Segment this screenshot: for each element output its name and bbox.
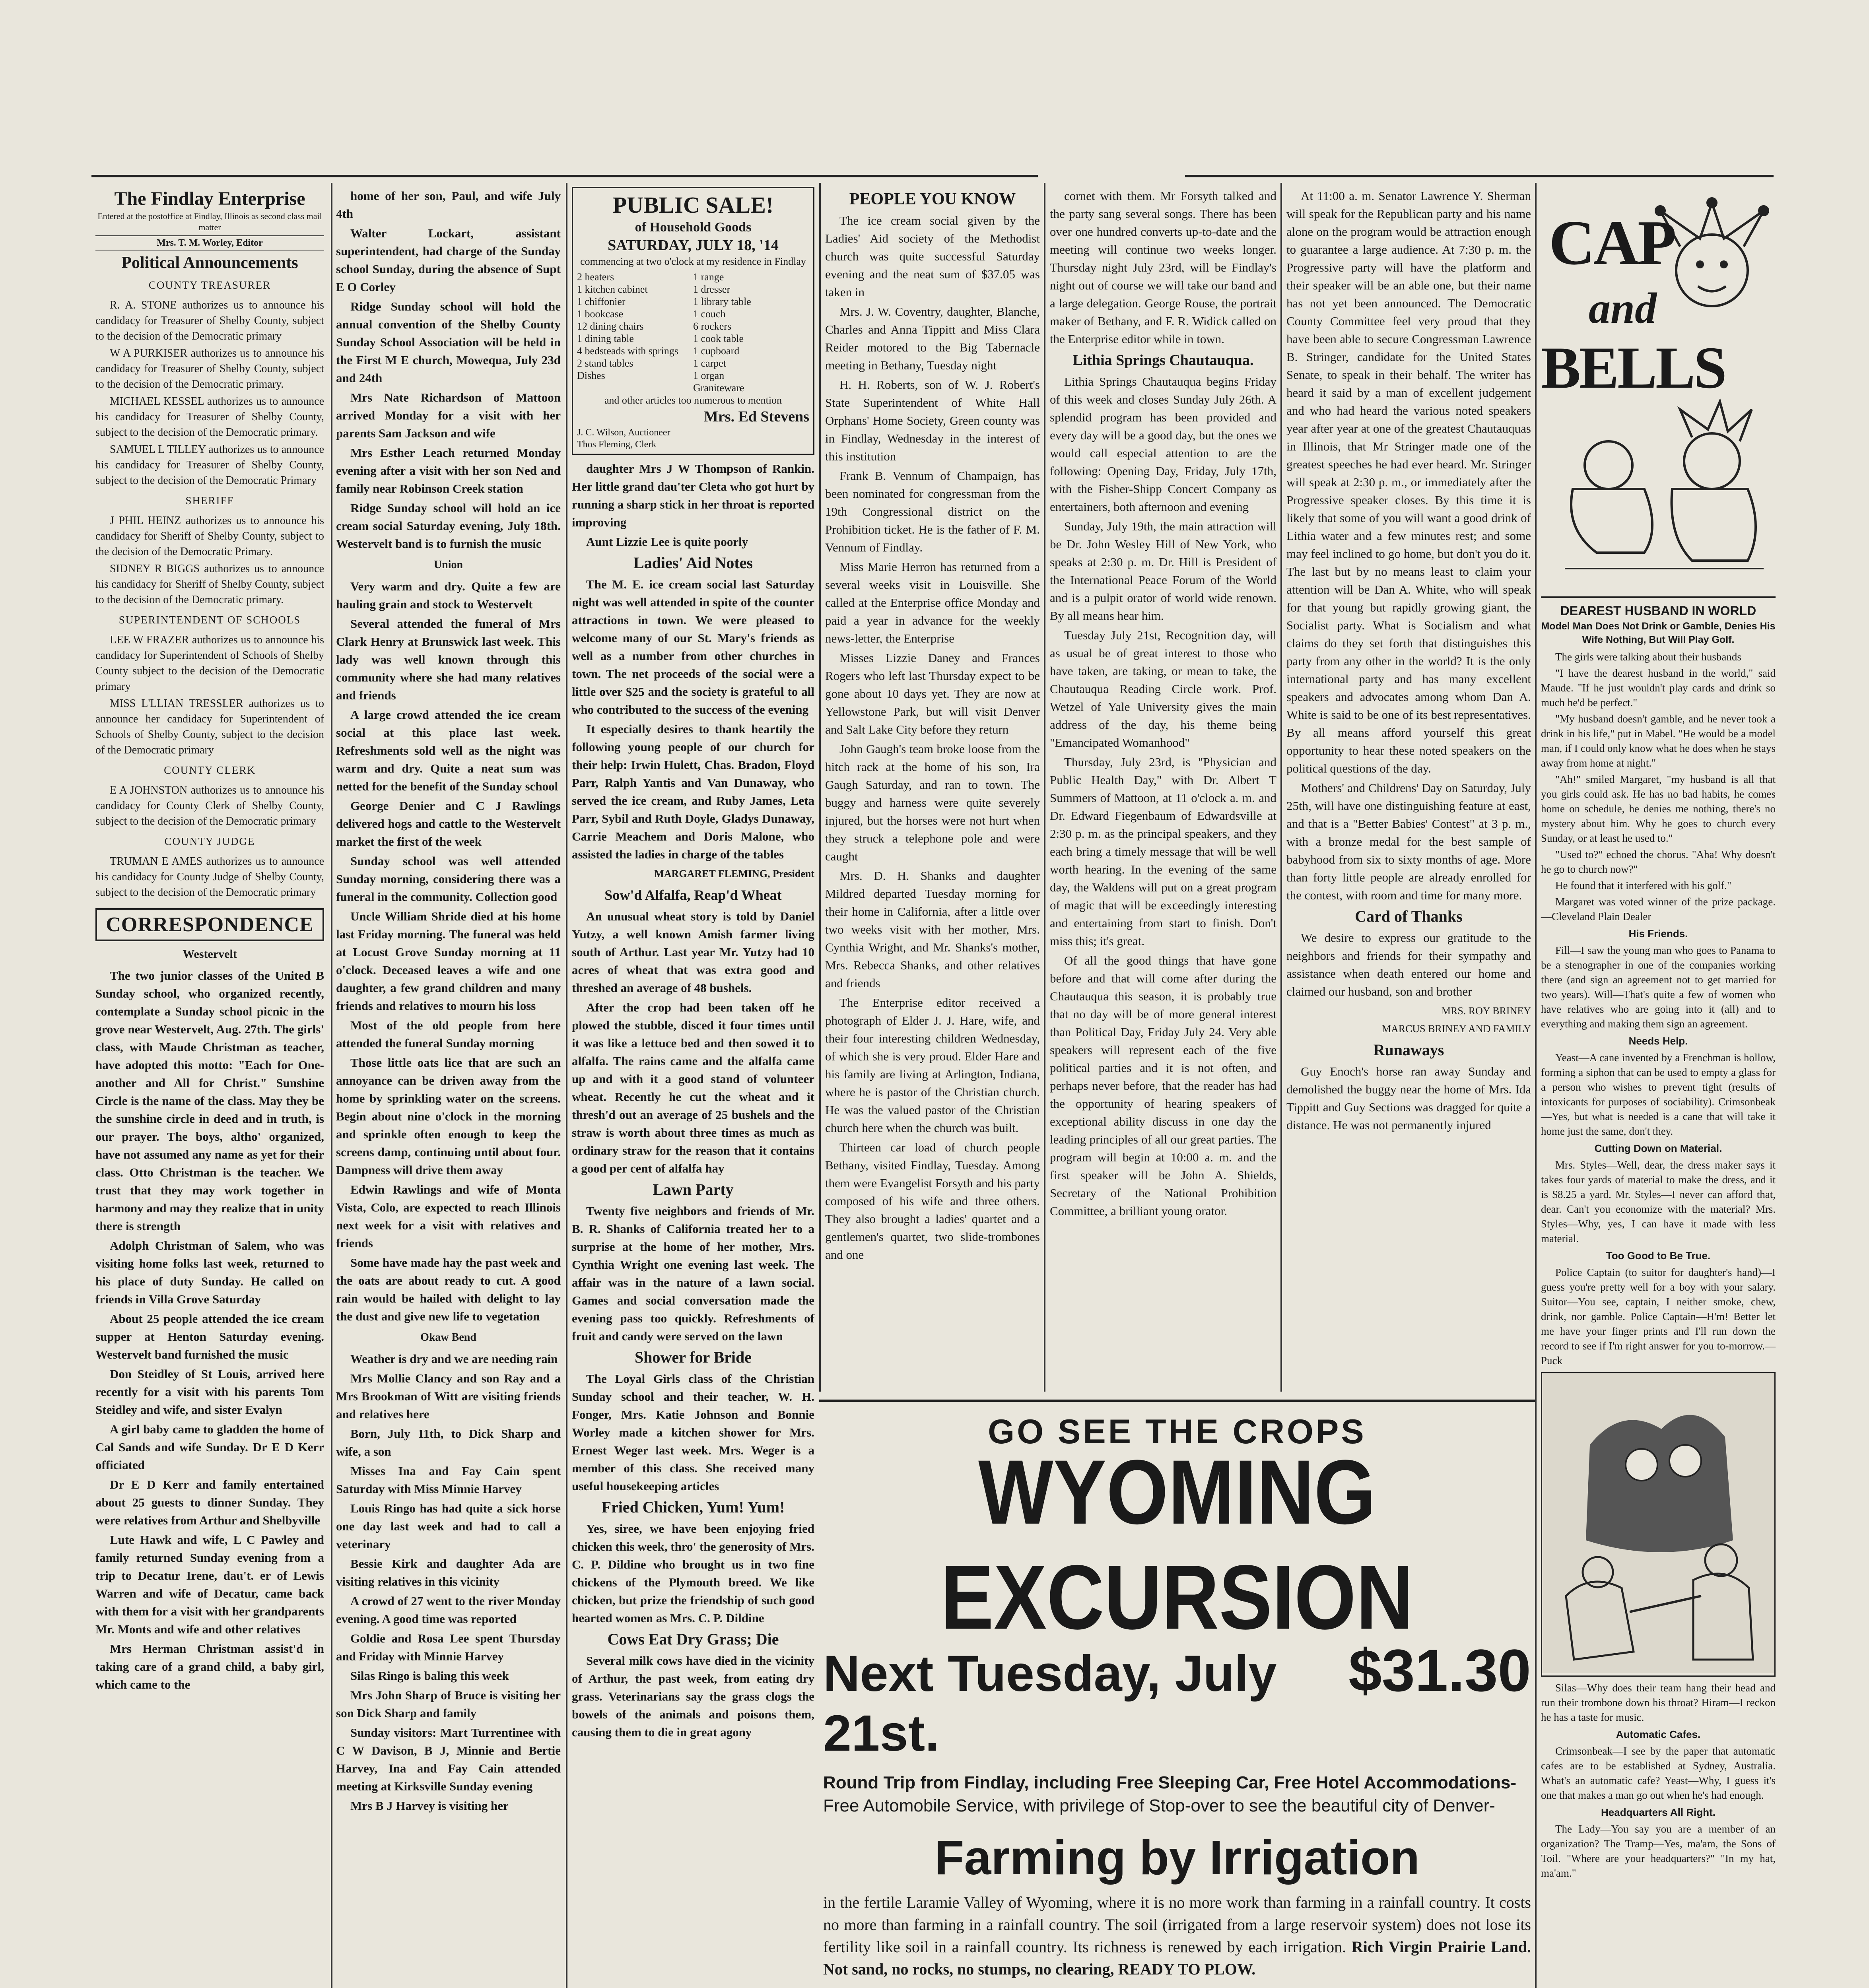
news-paragraph: The Loyal Girls class of the Christian Sunday school and their teacher, W. H. Fonger, Mrs. Katie Johnson and Bonnie Worley made a kitchen shower for Mrs. Ernest Weger last week. Mrs. Weger is a member of this class. She received many useful housekeeping articles <box>572 1372 814 1493</box>
cartoon-illustration <box>1542 1373 1774 1673</box>
column-divider <box>331 183 332 1988</box>
news-paragraph: After the crop had been taken off he plowed the stubble, disced it four times until it was like a lettuce bed and then sowed it to alfalfa. The rains came and the alfalfa came up and with it a good stand of volunteer wheat. Recently he cut the wheat and it thresh'd out an average of 25 bushels and the straw is worth about three times as much as ordinary straw for the reason that it contains a good per cent of alfalfa hay <box>572 1000 814 1175</box>
story-paragraph: The girls were talking about their husbands <box>1555 651 1741 663</box>
news-paragraph: At 11:00 a. m. Senator Lawrence Y. Sherman will speak for the Republican party and his name alone on the program would be attraction enough to guarantee a large audience. At 7:30 p. m. the Progressive party will have the platform and their speaker will be an able one, but their name has not yet been announced. The Democratic County Committee feel very proud that they have been able to secure Congressman Lawrence B. Stringer, candidate for the United States Senate, to speak in their behalf. The writer has heard it said by a man of excellent judgement and who had heard the various noted speakers year after year at one of the greatest Chautauquas in Illinois, that Mr Stringer made one of the greatest speeches he had ever heard. Mr. Stringer will speak at 2:30 p. m., or immediately after the Progressive speaker closes. By this time it is likely that some of you will want a good drink of Lithia water and a few minutes rest; and some may feel inclined to go home, but don't you do it. The last but by no means least to claim your attention will be Dan A. White, who will speak for that young but rapidly growing giant, the Socialist party. What is Socialism and what claims do they set forth that distinguishes this party from any other in the world? It is the only international party and has many excellent speakers and advocates among whom Dan A. White is said to be one of its best representatives. By all means afford yourself this great opportunity to hear these noted speakers on the political questions of the day. <box>1286 189 1531 775</box>
cows-heading: Cows Eat Dry Grass; Die <box>607 1630 779 1648</box>
lithia-heading: Lithia Springs Chautauqua. <box>1072 352 1254 369</box>
okaw-heading: Okaw Bend <box>420 1331 476 1343</box>
news-paragraph: Some have made hay the past week and the oats are about ready to cut. A good rain would be hailed with delight to lay the dust and give new life to vegetation <box>336 1256 561 1323</box>
joke-text: The Lady—You say you are a member of an organization? The Tramp—Yes, ma'am, the Sons of Toil. "Where are your headquarters?" "In my hat, ma'am." <box>1541 1823 1776 1879</box>
sale-item: 1 library table <box>693 296 751 307</box>
news-paragraph: Mrs Mollie Clancy and son Ray and a Mrs Brookman of Witt are visiting friends and relatives here <box>336 1371 561 1421</box>
sale-date: SATURDAY, JULY 18, '14 <box>608 237 779 254</box>
news-paragraph: Of all the good things that have gone before and that will come after during the Chautauqua this season, it is probably true that no day will be of more general interest than Political Day, Friday July 24. Very able speakers will represent each of the five political parties and it is not often, and perhaps never before, that the reader has had the opportunity of hearing speakers of exceptional ability discuss in one day the leading principles of all our great parties. The program will begin at 10:00 a. m. and the first speaker will be John A. Shields, Secretary of the National Prohibition Committee, a brilliant young orator. <box>1050 953 1276 1218</box>
news-paragraph: Yes, siree, we have been enjoying fried chicken this week, thro' the generosity of Mrs. C. P. Dildine who brought us in two fine chickens of the Plymouth breed. We like chicken, but prize the friendship of such good hearted women as Mrs. C. P. Dildine <box>572 1522 814 1625</box>
news-paragraph: Very warm and dry. Quite a few are hauling grain and stock to Westervelt <box>336 579 561 611</box>
announcement: SAMUEL L TILLEY authorizes us to announce his candidacy for Treasurer of Shelby County, subject to the decision of the Democratic Primary <box>95 443 324 487</box>
news-paragraph: Born, July 11th, to Dick Sharp and wife, a son <box>336 1427 561 1458</box>
cartoon-caption: Silas—Why does their team hang their head and run their trombone down his throat? Hiram—I reckon he has a taste for music. <box>1541 1682 1776 1723</box>
political-heading: Political Announcements <box>121 254 298 272</box>
news-paragraph: Thursday, July 23rd, is "Physician and Public Health Day," with Dr. Albert T Summers of Mattoon, at 11 o'clock a. m. and Dr. Edward Fiegenbaum of Edwardsville at 2:30 p. m. as the principal speakers, and they each bring a timely message that will be well worth hearing. In the evening of the same day, the Waldens will put on a great program of magic that will be exceedingly interesting and entertaining from start to finish. Don't miss this; it's great. <box>1050 755 1276 948</box>
news-paragraph: Aunt Lizzie Lee is quite poorly <box>586 535 748 549</box>
news-paragraph: Sunday visitors: Mart Turrentinee with C W Davison, B J, Minnie and Bertie Harvey, Ina and Fay Cain attended meeting at Kirksville Sunday evening <box>336 1726 561 1793</box>
news-paragraph: Mrs B J Harvey is visiting her <box>350 1799 509 1813</box>
crops-heading <box>823 1984 1531 1988</box>
column-divider <box>1044 183 1045 1392</box>
section-label: SHERIFF <box>185 495 234 507</box>
section-label: SUPERINTENDENT OF SCHOOLS <box>119 614 301 626</box>
sale-note: and other articles too numerous to mention <box>604 394 782 406</box>
announcement: MISS L'LLIAN TRESSLER authorizes us to announce her candidacy for Superintendent of Schools of Shelby County, subject to the decision of the Democratic primary <box>95 697 324 756</box>
column-divider <box>1535 183 1537 1988</box>
story-paragraph: "My husband doesn't gamble, and he never took a drink in his life," put in Mabel. "He would be a model man, if I could only know what he does when he stays away from home at night." <box>1541 713 1776 769</box>
news-paragraph: Silas Ringo is baling this week <box>350 1669 509 1683</box>
news-paragraph: Lithia Springs Chautauqua begins Friday of this week and closes Sunday July 26th. A splendid program has been provided and every day will be a good day, but the ones we would call especial attention to are the following: Opening Day, Friday, July 17th, with the Fisher-Shipp Concert Company as entertainers, both afternoon and evening <box>1050 375 1276 514</box>
news-paragraph: Several attended the funeral of Mrs Clark Henry at Brunswick last week. This lady was well known through this community where she had many relatives and friends <box>336 617 561 702</box>
masthead: The Findlay Enterprise <box>114 188 305 209</box>
sale-item: 1 range <box>693 271 724 283</box>
thanks-signature: MARCUS BRINEY AND FAMILY <box>1381 1023 1531 1035</box>
news-paragraph: Walter Lockart, assistant superintendent, had charge of the Sunday school Sunday, during the absence of Supt E O Corley <box>336 226 561 294</box>
news-paragraph: The M. E. ice cream social last Saturday night was well attended in spite of the counter attractions in town. We were pleased to welcome many of our St. Mary's friends as well as a number from other churches in town. The net proceeds of the social were a little over $25 and the society is grateful to all who contributed to the success of the evening <box>572 577 814 716</box>
news-paragraph: Lute Hawk and wife, L C Pawley and family returned Sunday evening from a trip to Decatur Irene, dau't. er of Lewis Warren and wife of Decatur, came back with them for a visit with her grandparents Mr. Monts and wife and other relatives <box>95 1533 324 1636</box>
column-divider <box>566 183 567 1988</box>
top-rule <box>91 175 1038 177</box>
announcement: LEE W FRAZER authorizes us to announce his candidacy for Superintendent of Schools of Shelby County subject to the decision of the Democratic primary <box>95 634 324 693</box>
cap-and-bells-logo <box>1541 187 1776 598</box>
column-divider <box>1280 183 1282 1392</box>
lawn-heading: Lawn Party <box>653 1180 734 1198</box>
news-paragraph: Mothers' and Childrens' Day on Saturday, July 25th, will have one distinguishing feature at east, and that is a "Better Babies' Contest" at 3 p. m., with a bronze medal for the best sample of babyhood from six to sixty months of age. More than forty little people are already enrolled for the contest, with room and time for many more. <box>1286 781 1531 902</box>
news-paragraph: Miss Marie Herron has returned from a several weeks visit in Louisville. She called at the Enterprise office Monday and paid a year in advance for the weekly news-letter, the Enterprise <box>825 560 1040 645</box>
news-paragraph: Most of the old people from here attended the funeral Sunday morning <box>336 1018 561 1050</box>
news-paragraph: We desire to express our gratitude to the neighbors and friends for their sympathy and assistance when death entered our home and claimed our husband, son and brother <box>1286 931 1531 998</box>
sale-item: 1 dresser <box>693 283 731 295</box>
news-paragraph: Bessie Kirk and daughter Ada are visiting relatives in this vicinity <box>336 1557 561 1588</box>
section-label: COUNTY JUDGE <box>164 835 255 847</box>
joke-text: Mrs. Styles—Well, dear, the dress maker says it takes four yards of material to make the dress, and it is $8.25 a yard. Mr. Styles—I never can afford that, dear. Can't you economize with the material? Mrs. Styles—Why, yes, I can have it made with less material. <box>1541 1159 1776 1244</box>
farming-bold: Rich Virgin Prairie Land. Not sand, no rocks, no stumps, no clearing, READY TO PLOW. <box>823 1938 1531 1978</box>
news-paragraph: Mrs Herman Christman assist'd in taking care of a grand child, a baby girl, which came to the <box>95 1642 324 1691</box>
runaways-heading: Runaways <box>1373 1041 1444 1059</box>
news-paragraph: Frank B. Vennum of Champaign, has been nominated for congressman from the 19th Congressional district on the Prohibition ticket. He is the father of F. M. Vennum of Findlay. <box>825 469 1040 554</box>
news-paragraph: Ridge Sunday school will hold the annual convention of the Shelby County Sunday School Association will be held in the First M E church, Mowequa, July 23d and 24th <box>336 299 561 385</box>
cartoon-frame <box>1541 1372 1776 1677</box>
story-paragraph: Margaret was voted winner of the prize package.—Cleveland Plain Dealer <box>1541 896 1776 922</box>
news-paragraph: Mrs Nate Richardson of Mattoon arrived Monday for a visit with her parents Sam Jackson and wife <box>336 390 561 440</box>
news-paragraph: A girl baby came to gladden the home of Cal Sands and wife Sunday. Dr E D Kerr officiated <box>95 1422 324 1472</box>
news-paragraph: Louis Ringo has had quite a sick horse one day last week and had to call a veterinary <box>336 1501 561 1551</box>
news-paragraph: Guy Enoch's horse ran away Sunday and demolished the buggy near the home of Mrs. Ida Tippitt and Guy Sections was dragged for quite a distance. He was not permanently injured <box>1286 1064 1531 1132</box>
section-label: COUNTY TREASURER <box>148 279 271 291</box>
sale-item: 1 bookcase <box>577 308 624 320</box>
column-5 <box>1050 187 1276 1392</box>
help-heading: Needs Help. <box>1628 1035 1688 1047</box>
husband-subheading: Model Man Does Not Drink or Gamble, Denies His Wife Nothing, But Will Play Golf. <box>1541 621 1776 645</box>
ad-line1: GO SEE THE CROPS <box>988 1413 1366 1451</box>
news-paragraph: It especially desires to thank heartily the following young people of our church for their help: Irwin Hulett, Chas. Bradon, Floyd Parr, Ralph Yantis and Van Dunaway, who served the ice cream, and Ruby James, Leta Parr, Sybil and Ruth Doyle, Gladys Dunaway, Carrie Meachem and Doris Malone, who assisted the ladies in charge of the tables <box>572 722 814 861</box>
news-paragraph: Goldie and Rosa Lee spent Thursday and Friday with Minnie Harvey <box>336 1631 561 1663</box>
union-heading: Union <box>433 559 463 571</box>
shower-heading: Shower for Bride <box>634 1348 752 1366</box>
sale-item: 12 dining chairs <box>577 320 644 332</box>
material-heading: Cutting Down on Material. <box>1594 1142 1722 1154</box>
sale-item: 4 bedsteads with springs <box>577 345 678 357</box>
sale-item: 2 heaters <box>577 271 614 283</box>
column-7 <box>1541 187 1776 1988</box>
joke-text: Crimsonbeak—I see by the paper that automatic cafes are to be established at Sydney, Australia. What's an automatic cafe? Yeast—Why, I guess it's one that makes a man go out when he's had enough. <box>1541 1745 1776 1801</box>
sale-owner: Mrs. Ed Stevens <box>704 408 809 425</box>
hq-heading: Headquarters All Right. <box>1601 1806 1716 1818</box>
news-paragraph: Mrs. J. W. Coventry, daughter, Blanche, Charles and Anna Tippitt and Miss Clara Reider motored to the Big Tabernacle meeting in Bethany, Tuesday night <box>825 305 1040 372</box>
story-paragraph: He found that it interfered with his golf." <box>1555 879 1731 891</box>
news-paragraph: The Enterprise editor received a photograph of Elder J. J. Hare, wife, and their four interesting children Wednesday, of which she is very proud. Elder Hare and his family are living at Arlington, Indiana, where he is pastor of the Christian church. He was the valued pastor of the Christian church here when the church was built. <box>825 996 1040 1135</box>
announcement: SIDNEY R BIGGS authorizes us to announce his candidacy for Sheriff of Shelby County, subject to the decision of the Democratic primary. <box>95 563 324 606</box>
ad-price: $31.30 <box>1348 1637 1531 1704</box>
news-paragraph: Twenty five neighbors and friends of Mr. B. R. Shanks of California treated her to a surprise at the home of her mother, Mrs. Cynthia Wright one evening last week. The affair was in the nature of a lawn social. Games and social conversation made the evening pass too quickly. Refreshments of fruit and candy were served on the lawn <box>572 1204 814 1343</box>
sale-auctioneer: J. C. Wilson, Auctioneer <box>577 427 670 438</box>
news-paragraph: Sunday school was well attended Sunday morning, considering there was a funeral in the community. Collection good <box>336 854 561 904</box>
news-paragraph: About 25 people attended the ice cream supper at Henton Saturday evening. Westervelt band furnished the music <box>95 1312 324 1361</box>
news-paragraph: George Denier and C J Rawlings delivered hogs and cattle to the Westervelt market the first of the week <box>336 799 561 848</box>
news-paragraph: The ice cream social given by the Ladies' Aid society of the Methodist church was quite successful Saturday evening and the neat sum of $37.05 was taken in <box>825 214 1040 299</box>
news-paragraph: Mrs John Sharp of Bruce is visiting her son Dick Sharp and family <box>336 1688 561 1720</box>
top-rule-right <box>1185 175 1774 177</box>
farming-heading: Farming by Irrigation <box>934 1831 1420 1885</box>
news-paragraph: daughter Mrs J W Thompson of Rankin. Her little grand dau'ter Cleta who got hurt by running a sharp stick in her throat is reported improving <box>572 462 814 529</box>
sale-clerk: Thos Fleming, Clerk <box>577 439 657 450</box>
news-paragraph: Misses Ina and Fay Cain spent Saturday with Miss Minnie Harvey <box>336 1464 561 1496</box>
column-2 <box>336 187 561 1988</box>
people-heading: PEOPLE YOU KNOW <box>849 190 1016 208</box>
correspondence-banner: CORRESPONDENCE <box>95 908 324 941</box>
news-paragraph: The two junior classes of the United B Sunday school, who organized recently, contemplate a Sunday school picnic in the grove near Westervelt, Aug. 27th. The girls' class, with Maude Christman as teacher, have adopted this motto: "Each for One-another and All for Christ." Sunshine Circle is the name of the class. May they be the sunshine circle in deed and in truth, is our prayer. The boys, altho' organized, have not assumed any name as yet for their class. Otto Christman is the teacher. We trust that they may work together in harmony and may they realize that in unity there is strength <box>95 969 324 1233</box>
news-paragraph: H. H. Roberts, son of W. J. Robert's State Superintendent of White Hall Orphans' Home Society, Green county was in Findlay, Wednesday in the interest of this institution <box>825 378 1040 463</box>
sale-item: 6 rockers <box>693 320 732 332</box>
friends-heading: His Friends. <box>1628 928 1688 940</box>
editor-line: Mrs. T. M. Worley, Editor <box>95 235 324 250</box>
public-sale-box <box>572 187 814 455</box>
news-paragraph: An unusual wheat story is told by Daniel Yutzy, a well known Amish farmer living south of Arthur. Last year Mr. Yutzy had 10 acres of wheat that was extra good and threshed an average of 48 bushels. <box>572 909 814 995</box>
news-paragraph: Thirteen car load of church people Bethany, visited Findlay, Tuesday. Among them were Evangelist Forsyth and his party composed of his wife and three others. They also brought a ladies' quartet and a gentlemen's quartet, two slide-trombones and one <box>825 1140 1040 1262</box>
farming-body <box>823 1891 1531 1980</box>
announcement: R. A. STONE authorizes us to announce his candidacy for Treasurer of Shelby County, subject to the decision of the Democratic primary <box>95 299 324 342</box>
news-paragraph: Edwin Rawlings and wife of Monta Vista, Colo, are expected to reach Illinois next week for a visit with relatives and friends <box>336 1182 561 1250</box>
logo-and: and <box>1589 284 1657 332</box>
news-paragraph: cornet with them. Mr Forsyth talked and the party sang several songs. There has been over one hundred converts up-to-date and the meeting will continue two weeks longer. Thursday night July 23rd, will be Findlay's night out of course we will take our band and a large delegation. George Rouse, the portrait maker of Bethany, and F. R. Widick called on the Enterprise editor while in town. <box>1050 189 1276 346</box>
news-paragraph: Several milk cows have died in the vicinity of Arthur, the past week, from eating dry grass. Veterinarians say the grass clogs the bowels of the animals and poisons them, causing them to die in great agony <box>572 1654 814 1739</box>
chicken-heading: Fried Chicken, Yum! Yum! <box>601 1498 785 1516</box>
sale-items-left <box>577 271 693 394</box>
farming-text: in the fertile Laramie Valley of Wyoming, where it is no more work than farming in a rainfall country. It costs no more than farming in a rainfall country. The soil (irrigated from a large reservoir system) does not lose its fertility like soil in a rainfall country. Its richness is renewed by each irrigation. <box>823 1893 1531 1956</box>
joke-text: Police Captain (to suitor for daughter's hand)—I guess you're pretty well for a boy with your salary. Suitor—You see, captain, I neither smoke, chew, drink, nor gamble. Police Captain—H'm! Better let me have your finger prints and I'll run down the record to see if I'm right answer for you to-morrow.—Puck <box>1541 1266 1776 1367</box>
column-6 <box>1286 187 1531 1392</box>
joke-text: Fill—I saw the young man who goes to Panama to be a stenographer in one of the companies working there (and sign an agreement not to get married for two years). Will—That's quite a few of women who have relatives who are going into it (all) and to everything and making them sign an agreement. <box>1541 944 1776 1030</box>
news-paragraph: Weather is dry and we are needing rain <box>350 1352 558 1366</box>
story-paragraph: "Ah!" smiled Margaret, "my husband is all that you girls could ask. He has no bad habits, he comes home on schedule, he denies me nothing, there's no mystery about him. Why he goes to church every Sunday, or at least he used to." <box>1541 773 1776 844</box>
news-paragraph: Adolph Christman of Salem, who was visiting home folks last week, returned to his place of duty Sunday. He called on friends in Villa Grove Saturday <box>95 1239 324 1306</box>
ad-title: WYOMING EXCURSION <box>940 1441 1414 1648</box>
announcement: TRUMAN E AMES authorizes us to announce his candidacy for County Judge of Shelby County, subject to the decision of the Democratic primary <box>95 855 324 899</box>
announcement: MICHAEL KESSEL authorizes us to announce his candidacy for Treasurer of Shelby County, subject to the decision of the Democratic primary. <box>95 395 324 439</box>
sale-item: 1 couch <box>693 308 726 320</box>
sale-item: 1 chiffonier <box>577 296 626 307</box>
news-paragraph: A crowd of 27 went to the river Monday evening. A good time was reported <box>336 1594 561 1626</box>
news-paragraph: Don Steidley of St Louis, arrived here recently for a visit with his parents Tom Steidley and wife, and sister Evalyn <box>95 1367 324 1417</box>
news-paragraph: Mrs. D. H. Shanks and daughter Mildred departed Tuesday morning for their home in California, after a little over two weeks visit with her mother, Mrs. Cynthia Wright, and Mr. Shanks's mother, Mrs. Rebecca Shanks, and other relatives and friends <box>825 869 1040 990</box>
ad-free-auto: Free Automobile Service, with privilege of Stop-over to see the beautiful city of Denver- <box>823 1796 1495 1815</box>
column-1 <box>95 187 324 1988</box>
news-paragraph: home of her son, Paul, and wife July 4th <box>336 189 561 221</box>
news-paragraph: John Gaugh's team broke loose from the hitch rack at the home of his son, Ira Gaugh Saturday, and ran to town. The buggy and harness were quite severely injured, but the horses were not hurt when they struck a telephone pole and were caught <box>825 742 1040 863</box>
entry-note: Entered at the postoffice at Findlay, Illinois as second class mail matter <box>97 211 322 232</box>
column-3 <box>572 187 814 1739</box>
section-label: COUNTY CLERK <box>164 764 256 776</box>
news-paragraph: A large crowd attended the ice cream social at this place last week. Refreshments sold well as the night was warm and dry. Quite a neat sum was netted for the benefit of the Sunday school <box>336 708 561 793</box>
logo-cap: CAP <box>1549 207 1675 278</box>
sale-item: 1 carpet <box>693 357 727 369</box>
sale-item: 1 cupboard <box>693 345 740 357</box>
column-4 <box>825 187 1040 1392</box>
story-paragraph: "Used to?" echoed the chorus. "Aha! Why doesn't he go to church now?" <box>1541 848 1776 875</box>
sale-item: 1 dining table <box>577 333 634 344</box>
cafes-heading: Automatic Cafes. <box>1616 1728 1701 1740</box>
westervelt-heading: Westervelt <box>183 947 237 961</box>
wyoming-ad <box>819 1400 1535 1988</box>
news-paragraph: Mrs Esther Leach returned Monday evening after a visit with her son Ned and family near Robinson Creek station <box>336 446 561 495</box>
column-divider <box>819 183 821 1392</box>
news-paragraph: Uncle William Shride died at his home last Friday morning. The funeral was held at Locust Grove Sunday morning at 11 o'clock. Deceased leaves a wife and one daughter, a few grand children and many friends and relatives to mourn his loss <box>336 909 561 1013</box>
sale-item: Dishes <box>577 370 605 381</box>
thanks-heading: Card of Thanks <box>1355 907 1463 925</box>
ad-date-line: Next Tuesday, July 21st. <box>823 1645 1277 1762</box>
logo-bells: BELLS <box>1541 335 1725 401</box>
news-paragraph: Dr E D Kerr and family entertained about 25 guests to dinner Sunday. They were relatives from Arthur and Shelbyville <box>95 1477 324 1527</box>
sale-item: 1 kitchen cabinet <box>577 283 648 295</box>
sale-title: PUBLIC SALE! <box>612 192 774 218</box>
sale-item: Graniteware <box>693 382 744 394</box>
sale-items-right <box>693 271 809 394</box>
news-paragraph: Those little oats lice that are such an annoyance can be driven away from the home by sprinkling water on the screens. Begin about nine o'clock in the morning and sprinkle often enough to keep the screens damp, continuing until about four. Dampness will drive them away <box>336 1056 561 1177</box>
ladies-signature: MARGARET FLEMING, President <box>654 868 814 879</box>
husband-heading: DEAREST HUSBAND IN WORLD <box>1560 604 1756 618</box>
alfalfa-heading: Sow'd Alfalfa, Reap'd Wheat <box>604 887 782 903</box>
sale-item: 1 cook table <box>693 333 744 344</box>
announcement: W A PURKISER authorizes us to announce his candidacy for Treasurer of Shelby County, subject to the decision of the Democratic primary. <box>95 347 324 390</box>
sale-item: 2 stand tables <box>577 357 633 369</box>
sale-subtitle: of Household Goods <box>635 220 752 235</box>
news-paragraph: Misses Lizzie Daney and Frances Rogers who left last Thursday expect to be gone about 10 days yet. They are now at Yellowstone Park, but will visit Denver and Salt Lake City before they return <box>825 651 1040 736</box>
joke-text: Yeast—A cane invented by a Frenchman is hollow, forming a siphon that can be used to empty a glass for a person who wishes to prevent tight (results of intoxicants for purposes of sociability). Crimsonbeak—Yes, but what is needed is a cane that will take it home just the same, don't they. <box>1541 1052 1776 1137</box>
sale-item: 1 organ <box>693 370 725 381</box>
true-heading: Too Good to Be True. <box>1606 1250 1711 1262</box>
announcement: J PHIL HEINZ authorizes us to announce his candidacy for Sheriff of Shelby County, subject to the decision of the Democratic Primary. <box>95 514 324 558</box>
story-paragraph: "I have the dearest husband in the world," said Maude. "If he just wouldn't play cards and drink so much he'd be perfect." <box>1541 667 1776 709</box>
sale-intro: commencing at two o'clock at my residence in Findlay <box>580 256 806 267</box>
ad-roundtrip: Round Trip from Findlay, including Free Sleeping Car, Free Hotel Accommodations- <box>823 1773 1517 1792</box>
news-paragraph: Tuesday July 21st, Recognition day, will as usual be of great interest to those who have taken, are taking, or mean to take, the Chautauqua Reading Circle work. Prof. Wetzel of Yale University gives the main address of the day, his theme being "Emancipated Womanhood" <box>1050 628 1276 749</box>
news-paragraph: Sunday, July 19th, the main attraction will be Dr. John Wesley Hill of New York, who speaks at 2:30 p. m. Dr. Hill is President of the International Peace Forum of the World and is a pulpit orator of world wide renown. By all means hear him. <box>1050 519 1276 623</box>
ladies-heading: Ladies' Aid Notes <box>633 554 753 572</box>
thanks-signature: MRS. ROY BRINEY <box>1441 1005 1531 1017</box>
announcement: E A JOHNSTON authorizes us to announce his candidacy for County Clerk of Shelby County, subject to the decision of the Democratic primary <box>95 784 324 827</box>
news-paragraph: Ridge Sunday school will hold an ice cream social Saturday evening, July 18th. Westervelt band is to furnish the music <box>336 501 561 551</box>
